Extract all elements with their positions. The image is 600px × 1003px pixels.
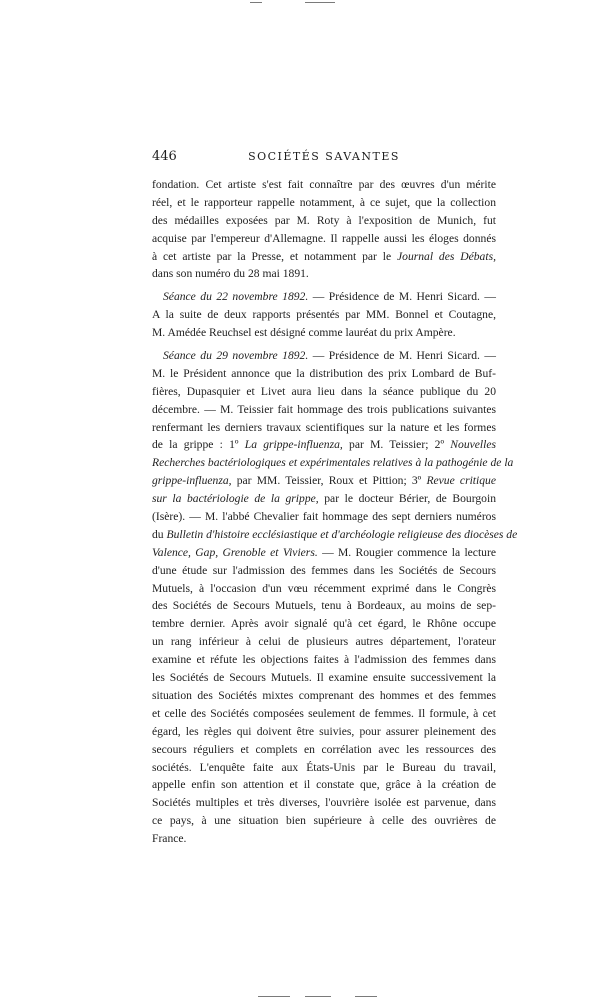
italic-run: Séance du 22 novembre 1892.: [163, 290, 309, 304]
text-line: [152, 597, 496, 615]
text-line: [152, 454, 514, 472]
text-line: [152, 633, 496, 651]
text-run: réel, et le rapporteur rappelle notamment, à ce sujet, que la collection: [152, 195, 496, 209]
text-run: un rang inférieur à celui de plusieurs autres département, l'orateur: [152, 635, 496, 649]
text-line: [152, 544, 496, 562]
text-line: [152, 812, 496, 830]
text-run: ce pays, à une situation bien supérieure à celle des ouvrières de: [152, 814, 496, 828]
text-run: par MM. Teissier, Roux et Pittion; 3º: [231, 474, 427, 488]
text-line: [152, 194, 496, 212]
text-run: fondation. Cet artiste s'est fait connaître par des œuvres d'un mérite: [152, 178, 496, 191]
paragraph: [152, 176, 496, 283]
text-run: des médailles exposées par M. Roty à l'exposition de Munich, fut: [152, 213, 496, 227]
body-text: [152, 176, 518, 848]
text-line: [152, 383, 496, 401]
scan-artifact-bottom: [258, 996, 290, 997]
text-run: — Présidence de M. Henri Sicard. —: [308, 349, 497, 363]
text-run: par le docteur Bérier, de Bourgoin: [318, 492, 496, 506]
paragraph: [152, 347, 518, 848]
text-run: acquise par l'empereur d'Allemagne. Il rappelle aussi les éloges donnés: [152, 231, 496, 245]
text-line: [152, 759, 496, 777]
italic-run: Recherches bactériologiques et expérimentales relatives à la pathogénie de la: [152, 456, 514, 470]
text-line: [152, 176, 496, 194]
page-header: [152, 149, 496, 167]
text-line: [152, 248, 496, 266]
italic-run: sur la bactériologie de la grippe,: [152, 492, 319, 506]
text-line: [152, 508, 496, 526]
text-run: de la grippe : 1º: [152, 438, 245, 452]
italic-run: grippe-influenza,: [152, 474, 232, 488]
scan-artifact-top: [305, 2, 335, 3]
text-line: [152, 347, 496, 365]
scan-artifact-top: [250, 2, 262, 3]
page-number: 446: [152, 149, 177, 164]
text-run: renfermant les derniers travaux scientifiques sur la nature et les formes: [152, 420, 496, 434]
text-line: [152, 562, 496, 580]
italic-run: Nouvelles: [450, 438, 497, 452]
text-run: du: [152, 527, 167, 541]
text-run: — Présidence de M. Henri Sicard. —: [308, 290, 497, 304]
italic-run: Valence, Gap, Grenoble et Viviers.: [152, 545, 318, 559]
italic-run: La grippe-influenza,: [244, 438, 343, 452]
text-run: France.: [152, 832, 187, 846]
text-line: [152, 669, 496, 687]
text-line: [152, 705, 496, 723]
text-run: M. Amédée Reuchsel est désigné comme lauréat du prix Ampère.: [152, 326, 456, 340]
text-line: [152, 776, 496, 794]
text-run: Mutuels, à l'occasion d'un vœu récemment exprimé dans le Congrès: [152, 581, 496, 595]
running-head: SOCIÉTÉS SAVANTES: [248, 150, 400, 163]
italic-run: Séance du 29 novembre 1892.: [163, 349, 309, 363]
text-line: [152, 794, 496, 812]
text-run: décembre. — M. Teissier fait hommage des trois publications suivantes: [152, 402, 496, 416]
text-run: à cet artiste par la Presse, et notamment par le: [152, 249, 397, 263]
text-run: les Sociétés de Secours Mutuels. Il examine ensuite successivement la: [152, 671, 496, 685]
text-line: [152, 288, 496, 306]
text-run: M. le Président annonce que la distribution des prix Lombard de Buf-: [152, 366, 496, 380]
text-line: [152, 212, 496, 230]
text-line: [152, 265, 496, 283]
italic-run: Journal des Débats,: [397, 249, 496, 263]
text-line: [152, 436, 496, 454]
text-line: [152, 419, 496, 437]
text-run: situation des Sociétés mixtes comprenant des hommes et des femmes: [152, 688, 496, 702]
paragraph: [152, 288, 496, 342]
text-line: [152, 306, 496, 324]
text-line: [152, 651, 496, 669]
text-run: secours réguliers et complets en corrélation avec les ressources des: [152, 742, 496, 756]
text-run: sociétés. L'enquête faite aux États-Unis par le Bureau du travail,: [152, 760, 496, 774]
text-line: [152, 687, 496, 705]
text-run: (Isère). — M. l'abbé Chevalier fait hommage des sept derniers numéros: [152, 510, 496, 524]
text-line: [152, 741, 496, 759]
text-line: [152, 580, 496, 598]
text-line: [152, 401, 496, 419]
italic-run: Revue critique: [426, 474, 496, 488]
text-run: tembre dernier. Après avoir signalé qu'à cet égard, le Rhône occupe: [152, 617, 496, 631]
text-line: [152, 830, 496, 848]
text-line: [152, 365, 496, 383]
scan-artifact-bottom: [355, 996, 377, 997]
text-run: — M. Rougier commence la lecture: [317, 545, 496, 559]
text-run: fières, Dupasquier et Livet aura lieu dans la séance publique du 20: [152, 384, 496, 398]
text-line: [152, 324, 496, 342]
italic-run: Bulletin d'histoire ecclésiastique et d'archéologie religieuse des diocèses de: [166, 527, 518, 541]
scan-artifact-bottom: [305, 996, 331, 997]
text-run: Sociétés multiples et très diverses, l'ouvrière isolée est parvenue, dans: [152, 796, 496, 810]
text-run: dans son numéro du 28 mai 1891.: [152, 267, 309, 281]
text-line: [152, 526, 518, 544]
text-line: [152, 230, 496, 248]
text-line: [152, 723, 496, 741]
text-run: égard, les règles qui doivent être suivies, pour assurer pleinement des: [152, 724, 496, 738]
text-run: par M. Teissier; 2º: [342, 438, 451, 452]
text-line: [152, 490, 496, 508]
text-run: A la suite de deux rapports présentés par MM. Bonnel et Coutagne,: [152, 308, 496, 322]
text-run: appelle enfin son attention et il constate que, grâce à la création de: [152, 778, 496, 792]
text-line: [152, 615, 496, 633]
text-line: [152, 472, 496, 490]
text-run: des Sociétés de Secours Mutuels, tenu à Bordeaux, au moins de sep-: [152, 599, 496, 613]
text-run: examine et réfute les objections faites à l'admission des femmes dans: [152, 653, 496, 667]
text-run: d'une étude sur l'admission des femmes dans les Sociétés de Secours: [152, 563, 496, 577]
text-run: et celle des Sociétés composées seulement de femmes. Il formule, à cet: [152, 706, 496, 720]
